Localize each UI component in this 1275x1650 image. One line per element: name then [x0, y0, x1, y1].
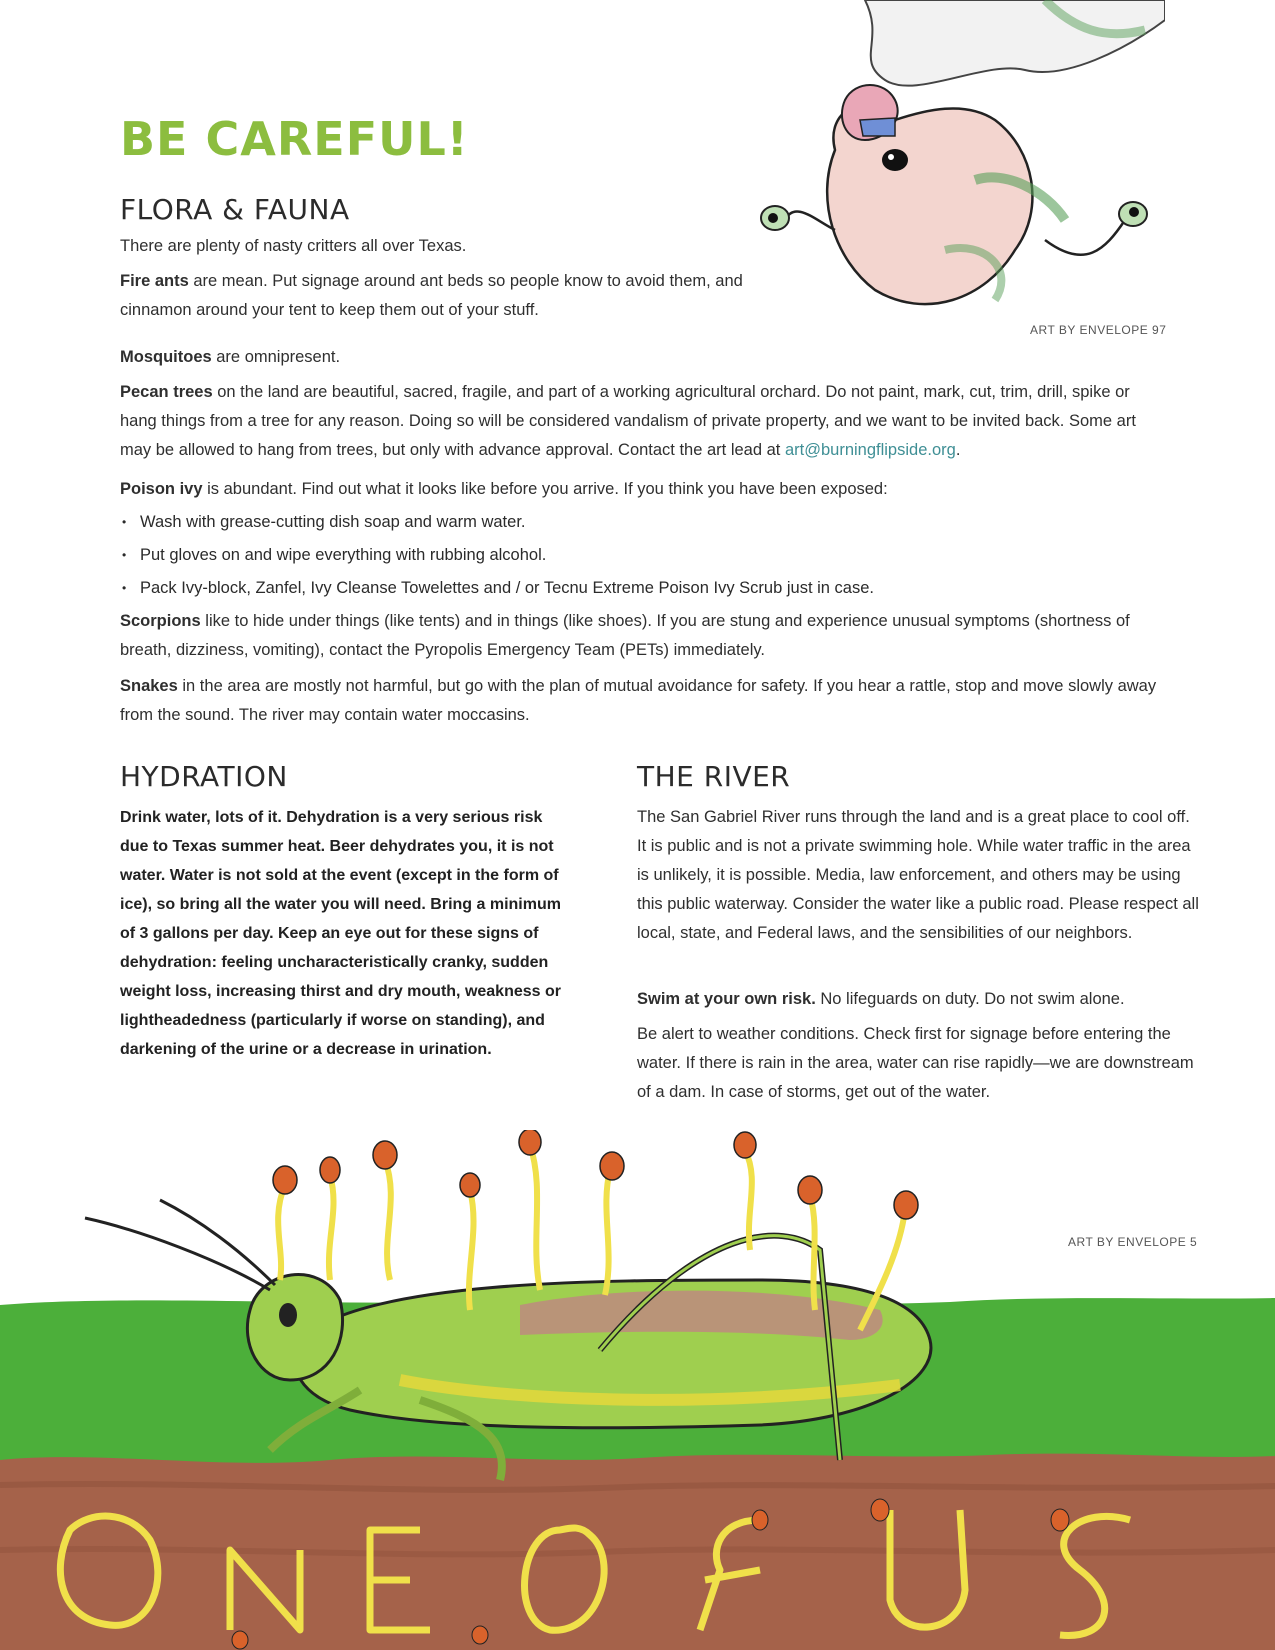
art-lead-email-link[interactable]: art@burningflipside.org	[784, 441, 956, 459]
poison-ivy-text: is abundant. Find out what it looks like before you arrive. If you think you have been exposed:	[202, 480, 888, 498]
list-item: • Put gloves on and wipe everything with rubbing alcohol.	[120, 541, 874, 574]
mosquitoes-paragraph	[120, 343, 760, 372]
art-credit-bottom: ART BY ENVELOPE 5	[1068, 1235, 1198, 1249]
pecan-trees-paragraph	[120, 378, 1160, 465]
snakes-term: Snakes	[120, 677, 178, 695]
river-swim-paragraph	[637, 985, 1202, 1014]
swim-risk-text: No lifeguards on duty. Do not swim alone.	[815, 990, 1125, 1008]
fire-ants-term: Fire ants	[120, 272, 189, 290]
poison-ivy-paragraph	[120, 475, 1160, 504]
scorpions-text: like to hide under things (like tents) and in things (like shoes). If you are stung and experience unusual symptoms (shortness of breath, dizziness, vomiting), contact the Pyropolis Emergency Team (PETs) immediately.	[120, 612, 1130, 659]
hydration-paragraph: Drink water, lots of it. Dehydration is a very serious risk due to Texas summer heat. Beer dehydrates you, it is not water. Water is not sold at the event (except in the form of ice), so bring all the water you will need. Bring a minimum of 3 gallons per day. Keep an eye out for these signs of dehydration: feeling uncharacteristically cranky, sudden weight loss, increasing thirst and dry mouth, weakness or lightheadedness (particularly if worse on standing), and darkening of the urine or a decrease in urination.	[120, 809, 561, 1058]
scorpions-term: Scorpions	[120, 612, 201, 630]
page-title: BE CAREFUL!	[120, 112, 469, 166]
mosquitoes-text: are omnipresent.	[211, 348, 341, 366]
poison-ivy-term: Poison ivy	[120, 480, 203, 498]
swim-risk-term: Swim at your own risk.	[637, 990, 816, 1008]
pecan-trees-text: on the land are beautiful, sacred, fragile, and part of a working agricultural orchard. Do not paint, mark, cut, trim, drill, spike or hang things from a tree for any reason. Doing so will be considered vandalism of private property, and we want to be invited back. Some art may be allowed to hang from trees, but only with advance approval. Contact the art lead at	[120, 383, 1136, 459]
river-paragraph-3: Be alert to weather conditions. Check first for signage before entering the water. If there is rain in the area, water can rise rapidly—we are downstream of a dam. In case of storms, get out of the water.	[637, 1025, 1194, 1101]
pecan-trees-end: .	[955, 441, 961, 459]
list-item: • Pack Ivy-block, Zanfel, Ivy Cleanse Towelettes and / or Tecnu Extreme Poison Ivy Scrub just in case.	[120, 574, 874, 607]
poison-ivy-steps	[120, 508, 874, 607]
hydration-heading: HYDRATION	[120, 760, 288, 793]
pecan-trees-term: Pecan trees	[120, 383, 213, 401]
river-paragraph-1: The San Gabriel River runs through the land and is a great place to cool off. It is public and is not a private swimming hole. While water traffic in the area is unlikely, it is possible. Media, law enforcement, and others may be using this public waterway. Consider the water like a public road. Please respect all local, state, and Federal laws, and the sensibilities of our neighbors.	[637, 808, 1199, 942]
scorpions-paragraph	[120, 607, 1160, 665]
art-credit-top: ART BY ENVELOPE 97	[1030, 323, 1167, 337]
flora-fauna-heading: FLORA & FAUNA	[120, 193, 350, 226]
mosquitoes-term: Mosquitoes	[120, 348, 212, 366]
list-item: • Wash with grease-cutting dish soap and warm water.	[120, 508, 874, 541]
creature-illustration	[745, 0, 1165, 340]
snakes-paragraph	[120, 672, 1160, 730]
flora-intro: There are plenty of nasty critters all over Texas.	[120, 237, 467, 255]
fire-ants-text: are mean. Put signage around ant beds so people know to avoid them, and cinnamon around your tent to keep them out of your stuff.	[120, 272, 743, 319]
river-heading: THE RIVER	[637, 760, 791, 793]
snakes-text: in the area are mostly not harmful, but go with the plan of mutual avoidance for safety. If you hear a rattle, stop and move slowly away from the sound. The river may contain water moccasins.	[120, 677, 1157, 724]
grasshopper-illustration	[0, 1130, 1275, 1650]
fire-ants-paragraph	[120, 267, 760, 325]
